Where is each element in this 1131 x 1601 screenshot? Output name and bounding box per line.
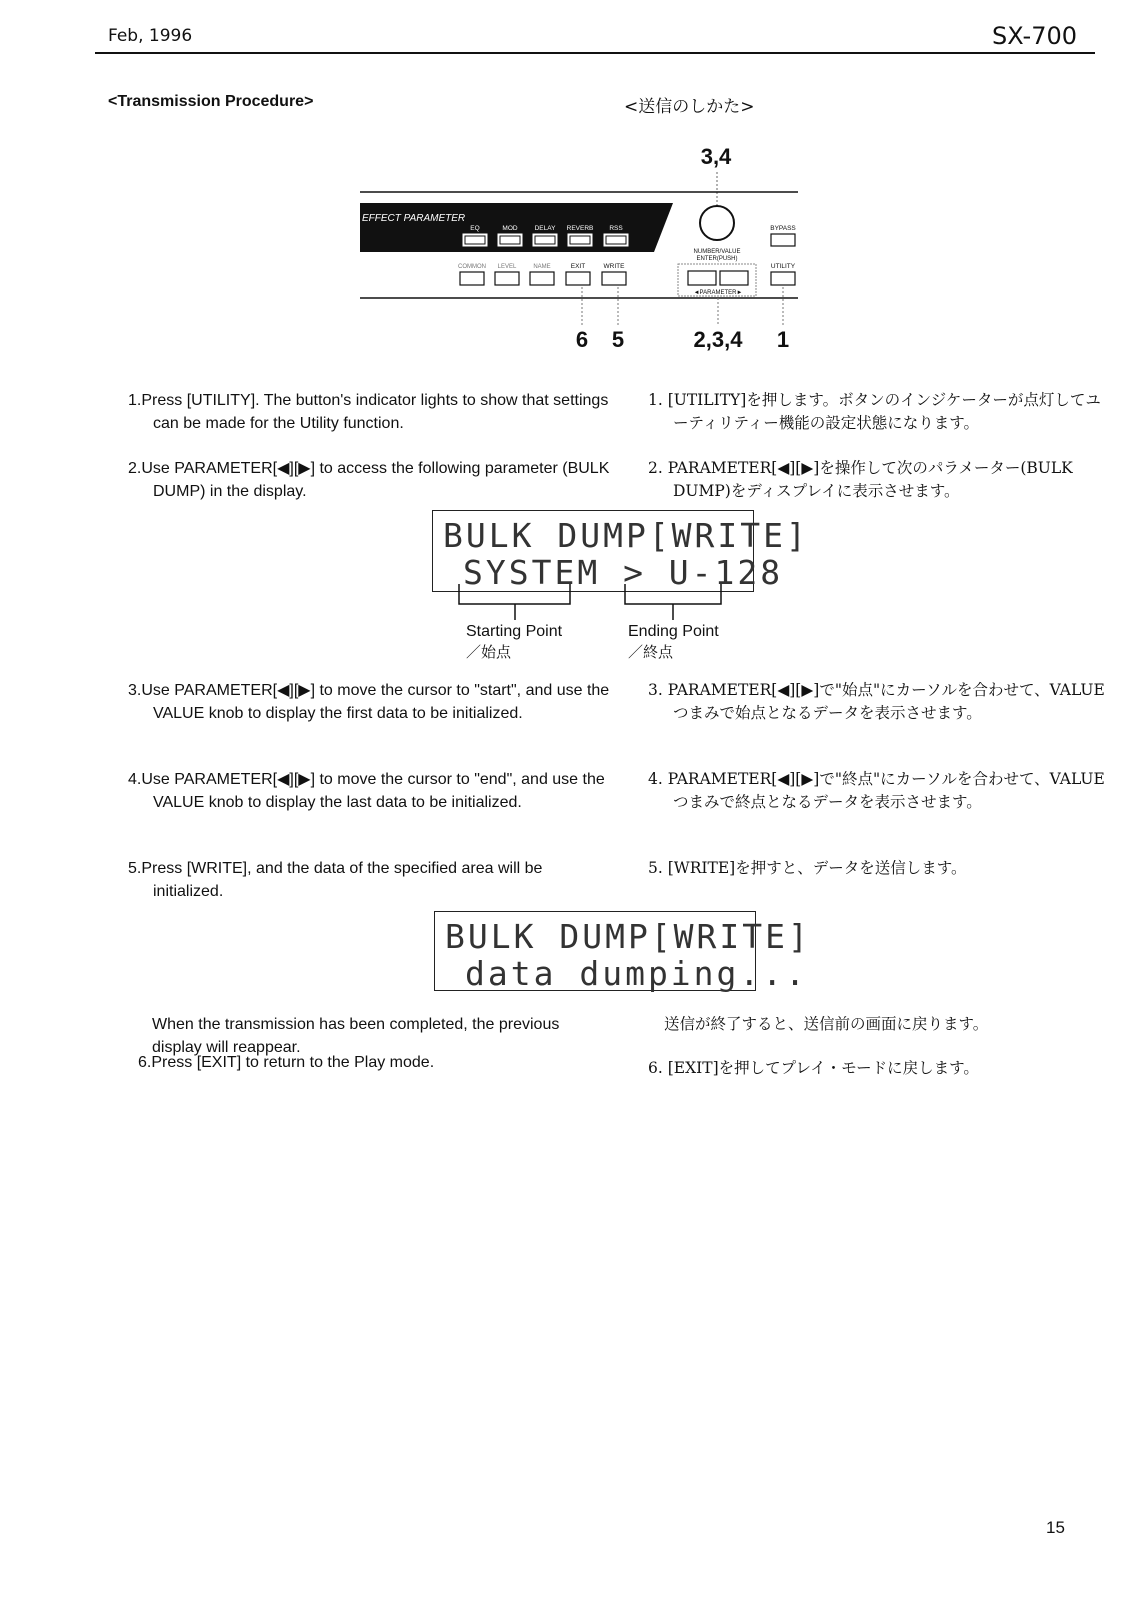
section-title-en: <Transmission Procedure> [108, 93, 314, 110]
parameter-left-button [688, 271, 716, 285]
header-rule [95, 52, 1095, 54]
completion-note-en: When the transmission has been completed, the previous display will reappear. [152, 1016, 560, 1056]
callout-exit: 6 [575, 327, 589, 352]
exit-button [566, 272, 590, 285]
utility-button [771, 272, 795, 285]
lcd2-line-2: data dumping... [465, 954, 809, 993]
name-label: NAME [533, 264, 551, 270]
completion-note-jp: 送信が終了すると、送信前の画面に戻ります。 [664, 1015, 989, 1033]
lcd-line-2: SYSTEM > U-128 [463, 553, 784, 592]
bypass-button [771, 234, 795, 246]
header-model: SX-700 [992, 22, 1077, 50]
eq-label: EQ [470, 225, 480, 232]
level-label: LEVEL [497, 264, 517, 270]
lcd2-line-1: BULK DUMP[WRITE] [445, 917, 811, 956]
step-5-jp: 5. [WRITE]を押すと、データを送信します。 [648, 859, 967, 877]
common-button [460, 272, 484, 285]
write-button [602, 272, 626, 285]
step-3-jp: 3. PARAMETER[◀][▶]で"始点"にカーソルを合わせて、VALUEつまみで始点となるデータを表示させます。 [648, 681, 1105, 722]
callout-knob: 3,4 [700, 144, 732, 169]
step-4-en: 4.Use PARAMETER[◀][▶] to move the cursor to "end", and use the VALUE knob to display the last data to be initialized. [128, 771, 605, 811]
effect-parameter-label: EFFECT PARAMETER [362, 213, 466, 224]
range-brackets [455, 584, 745, 624]
ending-point-en: Ending Point [628, 623, 719, 640]
lcd-display-data-dumping [434, 911, 811, 993]
step-5-en: 5.Press [WRITE], and the data of the specified area will be initialized. [128, 860, 543, 900]
step-3-en: 3.Use PARAMETER[◀][▶] to move the cursor to "start", and use the VALUE knob to display the first data to be initialized. [128, 682, 610, 722]
step-2-jp: 2. PARAMETER[◀][▶]を操作して次のパラメーター(BULK DUMP)をディスプレイに表示させます。 [648, 459, 1073, 500]
write-label: WRITE [603, 263, 625, 270]
step-2-en: 2.Use PARAMETER[◀][▶] to access the following parameter (BULK DUMP) in the display. [128, 460, 610, 500]
knob-label-1: NUMBER/VALUE [693, 249, 741, 255]
callout-utility: 1 [776, 327, 790, 352]
callout-parameter: 2,3,4 [693, 327, 743, 352]
step-1-en: 1.Press [UTILITY]. The button's indicator lights to show that settings can be made for the Utility function. [128, 392, 609, 432]
bypass-label: BYPASS [770, 225, 796, 232]
knob-label-2: ENTER(PUSH) [696, 256, 738, 262]
ending-point-jp: ／終点 [628, 643, 674, 661]
value-knob [700, 206, 734, 240]
ending-point-label [628, 622, 719, 662]
utility-label: UTILITY [770, 263, 796, 270]
step-6-jp: 6. [EXIT]を押してプレイ・モードに戻します。 [648, 1059, 979, 1077]
section-title-jp: <送信のしかた> [624, 97, 755, 117]
header-date: Feb, 1996 [108, 26, 193, 46]
parameter-right-button [720, 271, 748, 285]
rss-label: RSS [609, 225, 623, 232]
starting-point-jp: ／始点 [466, 643, 512, 661]
delay-label: DELAY [534, 225, 556, 232]
reverb-label: REVERB [566, 225, 594, 232]
starting-point-en: Starting Point [466, 623, 563, 640]
lcd-line-1: BULK DUMP[WRITE] [443, 516, 809, 555]
callout-write: 5 [611, 327, 625, 352]
step-4-jp: 4. PARAMETER[◀][▶]で"終点"にカーソルを合わせて、VALUEつまみで終点となるデータを表示させます。 [648, 770, 1105, 811]
exit-label: EXIT [570, 263, 586, 270]
name-button [530, 272, 554, 285]
common-label: COMMON [458, 264, 486, 270]
step-6-en: 6.Press [EXIT] to return to the Play mode. [138, 1054, 435, 1071]
starting-point-label [466, 622, 562, 662]
parameter-label: ◄PARAMETER► [693, 290, 743, 296]
front-panel-diagram [360, 140, 840, 365]
step-1-jp: 1. [UTILITY]を押します。ボタンのインジケーターが点灯してユーティリティー機能の設定状態になります。 [648, 391, 1101, 432]
level-button [495, 272, 519, 285]
mod-label: MOD [502, 225, 518, 232]
lcd-display-bulk-dump [432, 510, 809, 592]
page-number: 15 [1046, 1518, 1065, 1537]
